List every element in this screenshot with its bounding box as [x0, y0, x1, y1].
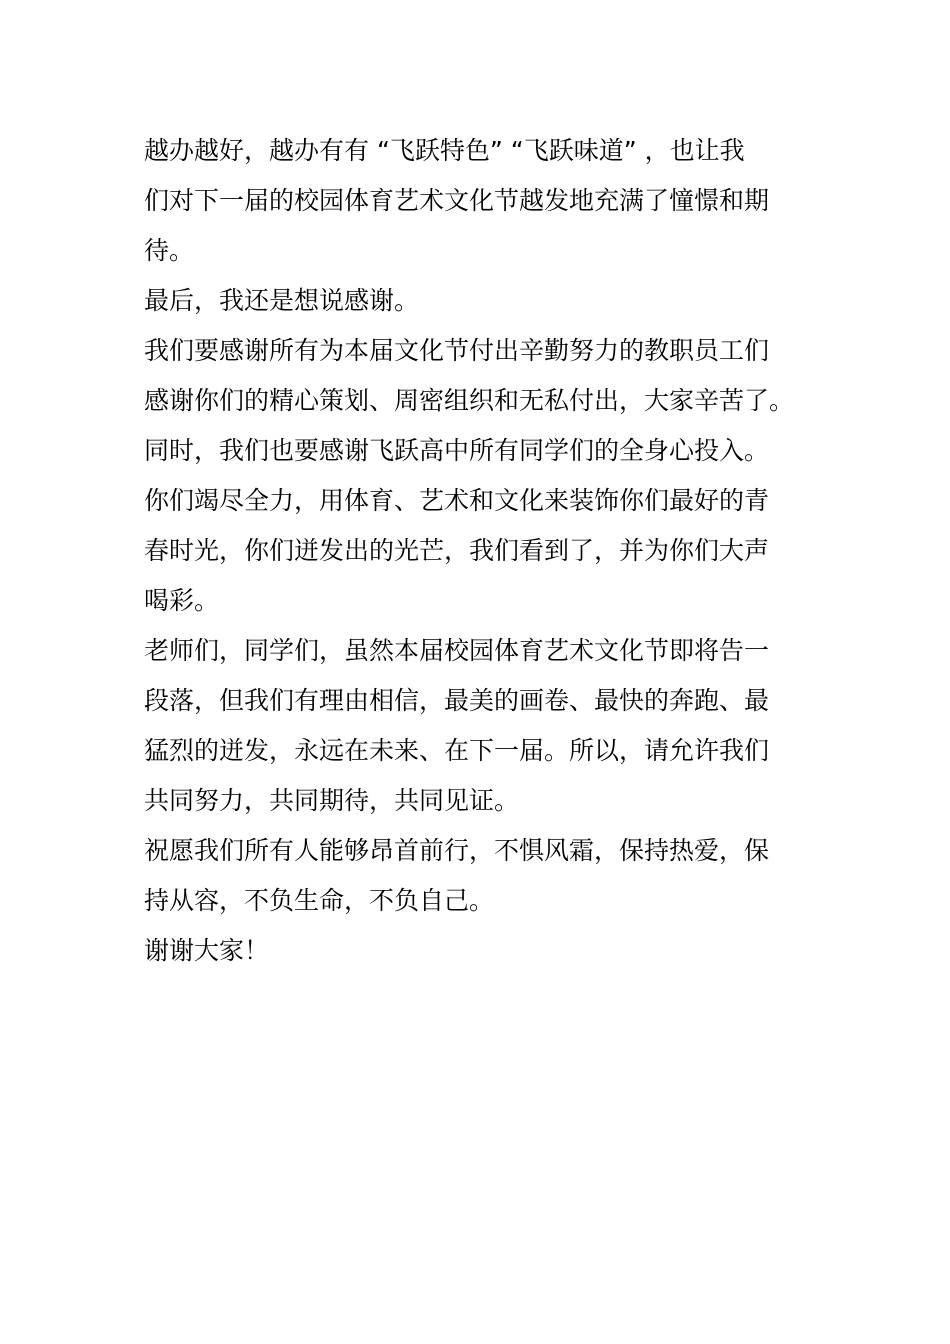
text-line: 我们要感谢所有为本届文化节付出辛勤努力的教职员工们: [144, 336, 770, 365]
text-line: 谢谢大家！: [144, 936, 270, 965]
text-line: 段落，但我们有理由相信，最美的画卷、最快的奔跑、最: [144, 686, 770, 715]
text-line: 感谢你们的精心策划、周密组织和无私付出，大家辛苦了。: [144, 386, 795, 415]
text-line: 们对下一届的校园体育艺术文化节越发地充满了憧憬和期: [144, 186, 770, 215]
text-line: 老师们，同学们，虽然本届校园体育艺术文化节即将告一: [144, 636, 770, 665]
text-line: 猛烈的迸发，永远在未来、在下一届。所以，请允许我们: [144, 736, 770, 765]
text-line: 你们竭尽全力，用体育、艺术和文化来装饰你们最好的青: [144, 486, 770, 515]
text-line: 越办越好，越办有有 “飞跃特色” “飞跃味道” ，也让我: [144, 136, 745, 165]
text-line: 待。: [144, 236, 195, 265]
text-line: 共同努力，共同期待，共同见证。: [144, 786, 520, 815]
text-line: 喝彩。: [144, 586, 220, 615]
text-line: 祝愿我们所有人能够昂首前行，不惧风霜，保持热爱，保: [144, 836, 770, 865]
text-line: 同时，我们也要感谢飞跃高中所有同学们的全身心投入。: [144, 436, 770, 465]
text-line: 春时光，你们迸发出的光芒，我们看到了，并为你们大声: [144, 536, 770, 565]
document-body: [144, 126, 814, 976]
text-line: 持从容，不负生命，不负自己。: [144, 886, 495, 915]
text-line: 最后，我还是想说感谢。: [144, 286, 420, 315]
